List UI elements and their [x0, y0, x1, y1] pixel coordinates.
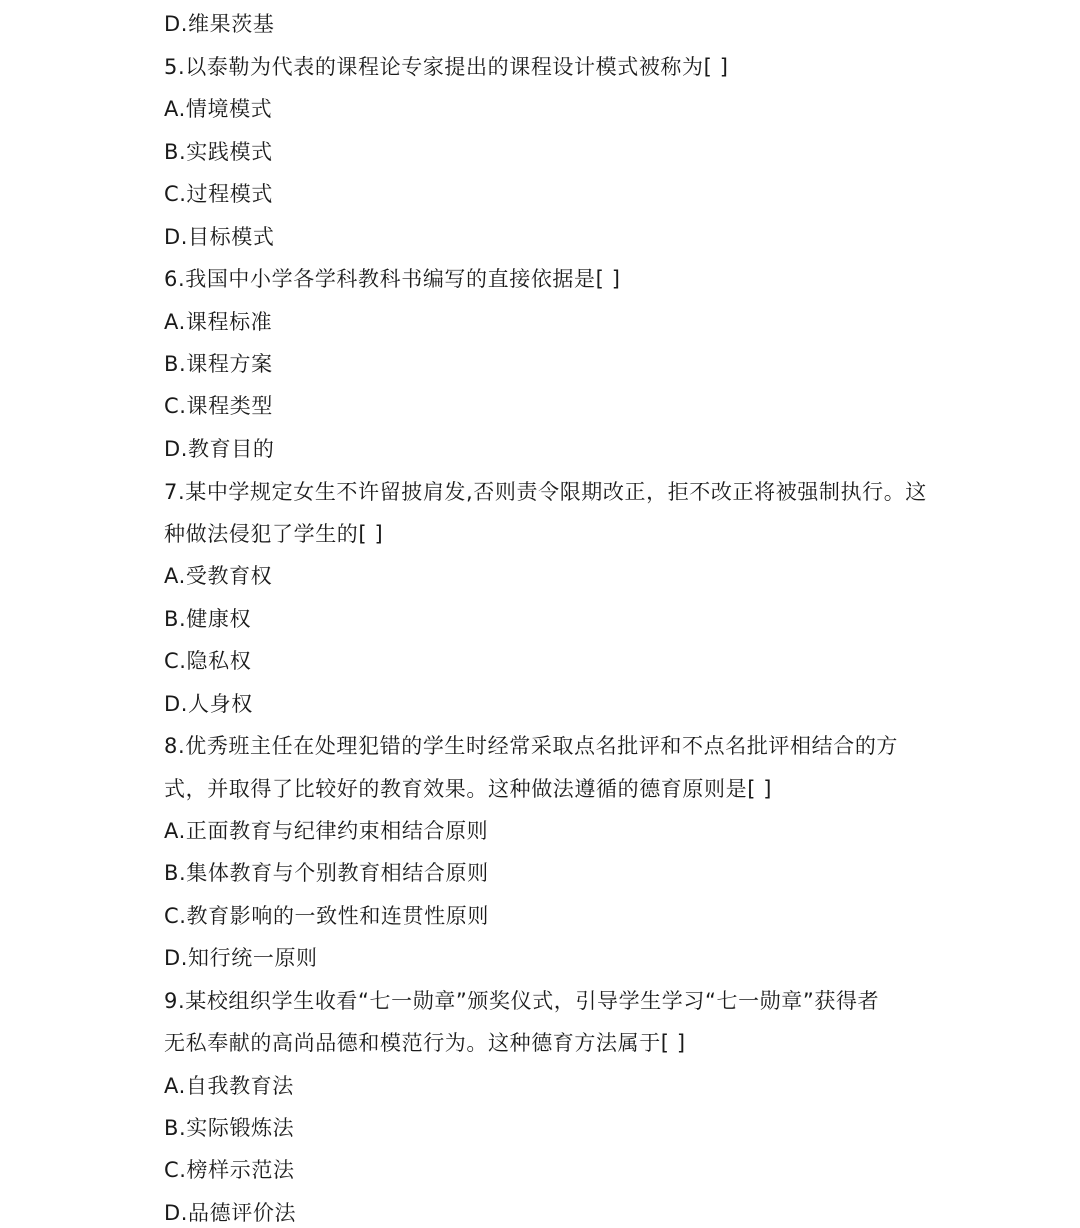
- q5-option-a: A.情境模式: [164, 97, 273, 121]
- q6-option-d: D.教育目的: [164, 437, 275, 461]
- q9-option-d: D.品德评价法: [164, 1201, 297, 1225]
- q8-stem-line1: 8.优秀班主任在处理犯错的学生时经常采取点名批评和不点名批评相结合的方: [164, 734, 899, 758]
- q8-stem-line2: 式，并取得了比较好的教育效果。这种做法遵循的德育原则是[ ]: [164, 777, 773, 801]
- q4-option-d: D.维果茨基: [164, 12, 275, 36]
- q7-option-c: C.隐私权: [164, 649, 252, 673]
- q9-option-b: B.实际锻炼法: [164, 1116, 295, 1140]
- q6-stem: 6.我国中小学各学科教科书编写的直接依据是[ ]: [164, 267, 621, 291]
- q9-stem-line1: 9.某校组织学生收看“七一勋章”颁奖仪式，引导学生学习“七一勋章”获得者: [164, 989, 880, 1013]
- q6-option-b: B.课程方案: [164, 352, 273, 376]
- q8-option-a: A.正面教育与纪律约束相结合原则: [164, 819, 489, 843]
- q7-stem-line1: 7.某中学规定女生不许留披肩发,否则责令限期改正，拒不改正将被强制执行。这: [164, 480, 927, 504]
- q8-option-b: B.集体教育与个别教育相结合原则: [164, 861, 489, 885]
- q7-option-b: B.健康权: [164, 607, 252, 631]
- q5-option-b: B.实践模式: [164, 140, 273, 164]
- q6-option-c: C.课程类型: [164, 394, 273, 418]
- q5-stem: 5.以泰勒为代表的课程论专家提出的课程设计模式被称为[ ]: [164, 55, 729, 79]
- q6-option-a: A.课程标准: [164, 310, 273, 334]
- q7-option-a: A.受教育权: [164, 564, 273, 588]
- q7-stem-line2: 种做法侵犯了学生的[ ]: [164, 522, 384, 546]
- q8-option-c: C.教育影响的一致性和连贯性原则: [164, 904, 489, 928]
- q9-option-c: C.榜样示范法: [164, 1158, 295, 1182]
- q7-option-d: D.人身权: [164, 692, 253, 716]
- q5-option-c: C.过程模式: [164, 182, 273, 206]
- q8-option-d: D.知行统一原则: [164, 946, 318, 970]
- q9-stem-line2: 无私奉献的高尚品德和模范行为。这种德育方法属于[ ]: [164, 1031, 686, 1055]
- q5-option-d: D.目标模式: [164, 225, 275, 249]
- q9-option-a: A.自我教育法: [164, 1074, 294, 1098]
